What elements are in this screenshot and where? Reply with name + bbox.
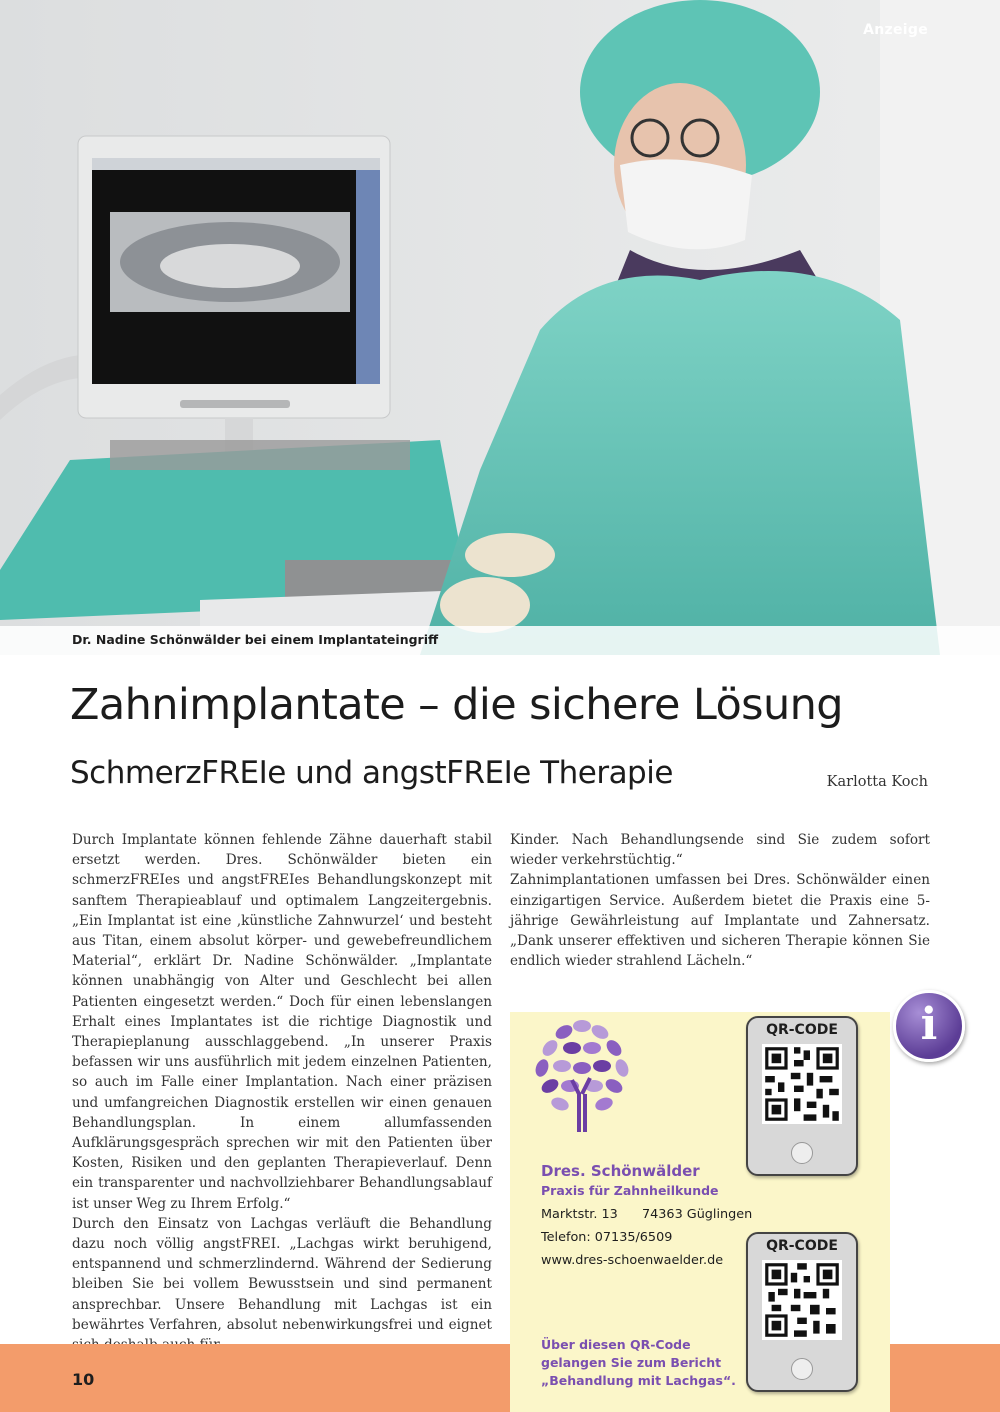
page-number: 10: [72, 1370, 95, 1389]
qr-code-website[interactable]: [762, 1044, 842, 1124]
body-column-left: [72, 830, 492, 1355]
article-subtitle: SchmerzFREIe und angstFREIe Therapie: [70, 755, 673, 791]
body-paragraph: Durch den Einsatz von Lachgas verläuft die Behandlung dazu noch völlig angstFREI. „Lachgas wirkt beruhigend, entspannend und schmerzlindernd. Während der Sedierung bleiben Sie bei vollem Bewusstsein und sind permanent ansprechbar. Unsere Behandlung mit Lachgas ist ein bewährtes Verfahren, absolut nebenwirkungsfrei und eignet: [72, 1215, 492, 1333]
article-author: Karlotta Koch: [826, 774, 928, 790]
address-street: Marktstr. 13: [541, 1207, 618, 1222]
qr-note-line: Über diesen QR-Code: [541, 1337, 691, 1352]
photo-caption: Dr. Nadine Schönwälder bei einem Implantateingriff: [72, 632, 439, 647]
qr-note-line: „Behandlung mit Lachgas“.: [541, 1373, 736, 1388]
phone-home-button: [791, 1142, 813, 1164]
qr-note: [541, 1336, 736, 1390]
phone-home-button: [791, 1358, 813, 1380]
qr-phone-website: [746, 1016, 858, 1176]
hero-illustration: [0, 0, 1000, 655]
qr-phone-report: [746, 1232, 858, 1392]
body-paragraph: Kinder. Nach Behandlungsende sind Sie zudem sofort wieder verkehrstüchtig.“: [510, 832, 930, 869]
address-city: 74363 Güglingen: [642, 1207, 753, 1222]
address-phone: Telefon: 07135/6509: [541, 1230, 673, 1245]
tree-logo-icon: [532, 1014, 632, 1132]
qr-code-report[interactable]: [762, 1260, 842, 1340]
hero-photo: [0, 0, 1000, 655]
qr-note-line: gelangen Sie zum Bericht: [541, 1355, 722, 1370]
ad-label: Anzeige: [863, 22, 928, 38]
article-title: Zahnimplantate – die sichere Lösung: [70, 680, 843, 730]
body-paragraph: Zahnimplantationen umfassen bei Dres. Schönwälder einen einzigartigen Service. Außerdem bietet die Praxis eine 5-jährige Gewährleistung auf Implantate und Zahnersatz. „Dank unserer effektiven und sicheren Therapie können Sie endlich wieder strahlend Lächeln.“: [510, 872, 930, 970]
body-paragraph: Durch Implantate können fehlende Zähne dauerhaft stabil ersetzt werden. Dres. Schönwälder bieten ein schmerzFREIes und angstFREIes Behandlungskonzept mit sanftem Therapieablauf und optimalem Langzeitergebnis. „Ein Implantat ist eine ‚künstliche Zahnwurzel‘ und besteht aus Titan, einem absolut körper- und gewebefreundlichem Material“, erklärt Dr. Nadine Schönwälder. „Implantate können unabhängig von Alter und Geschlecht bei allen Patienten eingesetzt werden.“ Doch für einen lebenslangen Erhalt eines Implantates ist die richtige Diagnostik und Therapieplanung ausschlaggebend. „In unserer Praxis befassen wir uns ausführlich mit jedem einzelnen Patienten, so auch im Falle einer Implantation. Nach einer präzisen und umfangreichen Diagnostik erstellen wir einen genauen Behandlungsplan. In einem allumfassenden Aufklärungsgespräch sprechen wir mit den Patienten über Kosten, Risiken und den geplanten Therapieverlauf. Denn ein transparenter und nachvollziehbarer Behandlungsablauf ist unser Weg zu Ihrem Erfolg.“: [72, 832, 492, 1212]
info-icon: i: [893, 990, 965, 1062]
qr-code-label: QR-CODE: [766, 1238, 838, 1254]
body-column-right: [510, 830, 930, 971]
qr-code-label: QR-CODE: [766, 1022, 838, 1038]
website-link[interactable]: www.dres-schoenwaelder.de: [541, 1253, 724, 1268]
practice-name: Dres. Schönwälder: [541, 1162, 700, 1180]
practice-subtitle: Praxis für Zahnheilkunde: [541, 1183, 719, 1198]
